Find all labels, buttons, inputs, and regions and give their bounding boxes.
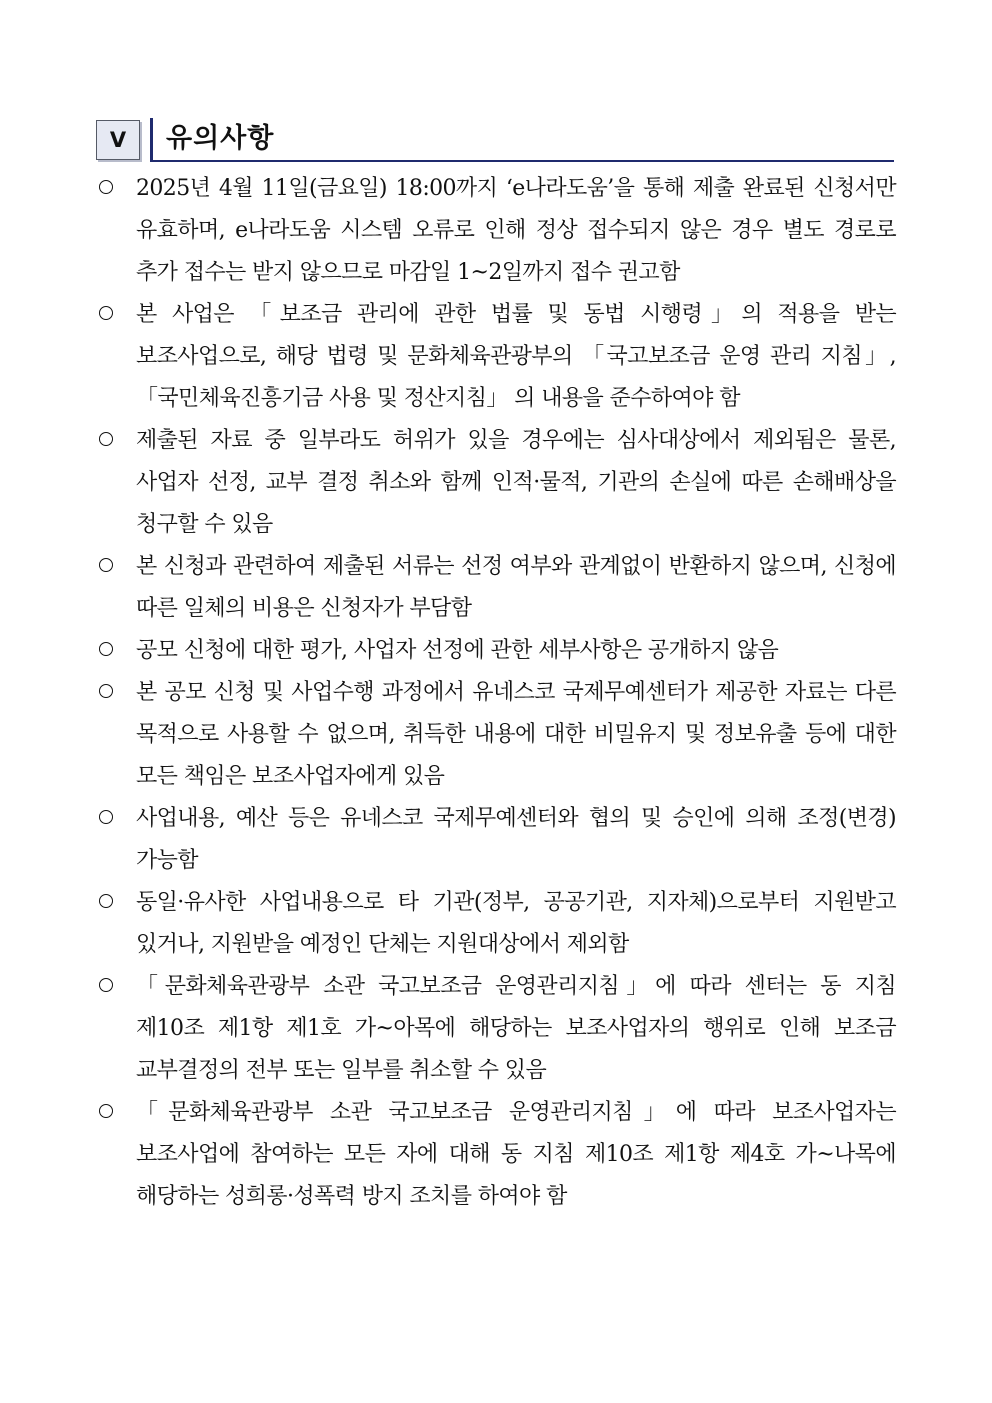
list-item-text: 제출된 자료 중 일부라도 허위가 있을 경우에는 심사대상에서 제외됨은 물론, 사업자 선정, 교부 결정 취소와 함께 인적·물적, 기관의 손실에 따른 손해배상을 청구할 수 있음 [136,428,896,537]
list-item [96,966,896,1092]
list-item-text: 본 사업은 「보조금 관리에 관한 법률 및 동법 시행령」의 적용을 받는 보조사업으로, 해당 법령 및 문화체육관광부의 「국고보조금 운영 관리 지침」, 「국민체육진흥기금 사용 및 정산지침」 의 내용을 준수하여야 함 [136,302,896,411]
list-item [96,168,896,294]
list-item [96,546,896,630]
list-item [96,672,896,798]
circle-bullet-icon [99,978,113,992]
section-number-box: Ⅴ [96,120,140,160]
heading-underline [150,160,894,162]
section-title: 유의사항 [166,123,275,154]
list-item-text: 사업내용, 예산 등은 유네스코 국제무예센터와 협의 및 승인에 의해 조정(변경) 가능함 [136,806,896,873]
circle-bullet-icon [99,1104,113,1118]
notice-list [96,168,896,1218]
list-item [96,1092,896,1218]
circle-bullet-icon [99,810,113,824]
list-item-text: 「문화체육관광부 소관 국고보조금 운영관리지침」에 따라 센터는 동 지침 제10조 제1항 제1호 가~아목에 해당하는 보조사업자의 행위로 인해 보조금 교부결정의 전부 또는 일부를 취소할 수 있음 [136,974,896,1083]
list-item-text: 공모 신청에 대한 평가, 사업자 선정에 관한 세부사항은 공개하지 않음 [136,638,779,663]
list-item-text: 2025년 4월 11일(금요일) 18:00까지 ‘e나라도움’을 통해 제출 완료된 신청서만 유효하며, e나라도움 시스템 오류로 인해 정상 접수되지 않은 경우 별도 경로로 추가 접수는 받지 않으므로 마감일 1~2일까지 접수 권고함 [136,176,896,285]
list-item [96,630,896,672]
list-item-text: 「문화체육관광부 소관 국고보조금 운영관리지침」에 따라 보조사업자는 보조사업에 참여하는 모든 자에 대해 동 지침 제10조 제1항 제4호 가~나목에 해당하는 성희롱·성폭력 방지 조치를 하여야 함 [136,1100,896,1209]
list-item [96,798,896,882]
circle-bullet-icon [99,432,113,446]
circle-bullet-icon [99,306,113,320]
list-item-text: 본 공모 신청 및 사업수행 과정에서 유네스코 국제무예센터가 제공한 자료는 다른 목적으로 사용할 수 없으며, 취득한 내용에 대한 비밀유지 및 정보유출 등에 대한 모든 책임은 보조사업자에게 있음 [136,680,896,789]
list-item-text: 동일·유사한 사업내용으로 타 기관(정부, 공공기관, 지자체)으로부터 지원받고 있거나, 지원받을 예정인 단체는 지원대상에서 제외함 [136,890,896,957]
circle-bullet-icon [99,180,113,194]
heading-divider-bar [150,118,153,162]
list-item-text: 본 신청과 관련하여 제출된 서류는 선정 여부와 관계없이 반환하지 않으며, 신청에 따른 일체의 비용은 신청자가 부담함 [136,554,896,621]
list-item [96,420,896,546]
circle-bullet-icon [99,894,113,908]
circle-bullet-icon [99,558,113,572]
circle-bullet-icon [99,684,113,698]
list-item [96,882,896,966]
list-item [96,294,896,420]
circle-bullet-icon [99,642,113,656]
section-heading [96,118,894,162]
